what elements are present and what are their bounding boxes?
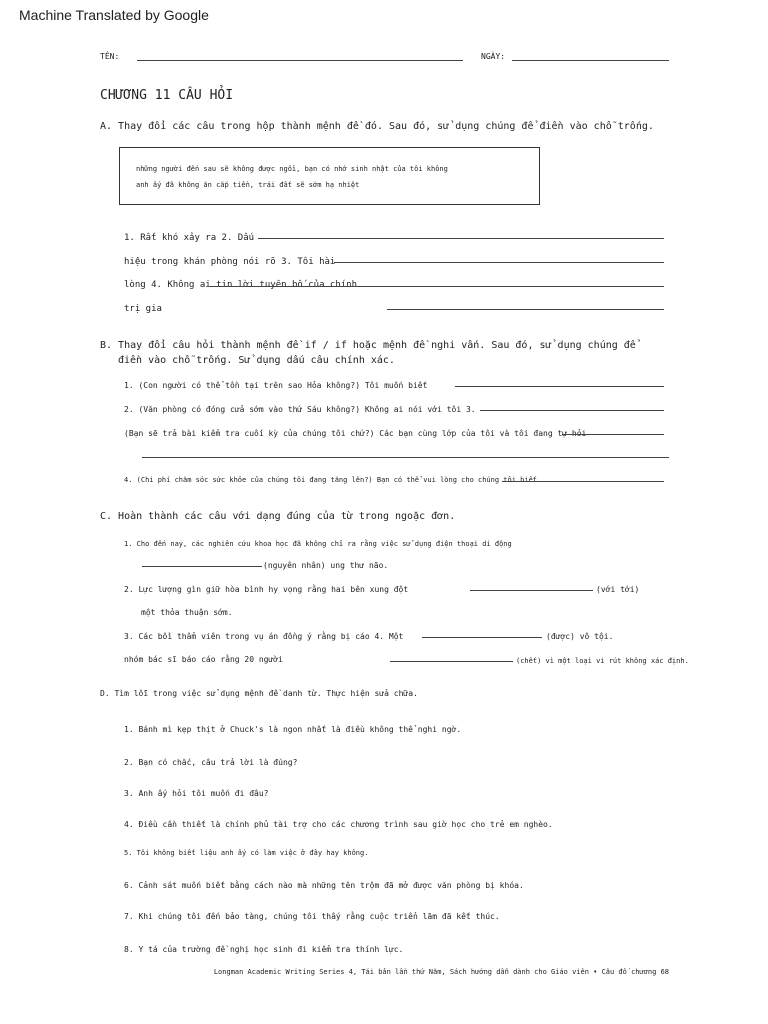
blank-b-4 — [502, 481, 664, 482]
blank-b-1 — [455, 386, 664, 387]
section-b-item-3: (Bạn sẽ trả bài kiểm tra cuối kỳ của chúng tôi chứ?) Các bạn cùng lớp của tôi và tôi đang tự hỏi — [124, 429, 587, 438]
section-c-item-1-line-1: 1. Cho đến nay, các nghiên cứu khoa học đã không chỉ ra rằng việc sử dụng điện thoại di động — [124, 540, 512, 548]
blank-a-2 — [334, 262, 664, 263]
section-c-instruction: C. Hoàn thành các câu với dạng đúng của từ trong ngoặc đơn. — [100, 511, 456, 522]
word-box-line-2: anh ấy đã không ăn cắp tiền, trái đất sẽ sớm hạ nhiệt — [136, 181, 360, 189]
section-c-item-2-line-1: 2. Lực lượng gìn giữ hòa bình hy vọng rằng hai bên xung đột — [124, 585, 409, 594]
blank-b-3 — [562, 434, 664, 435]
section-d-item-1: 1. Bánh mì kẹp thịt ở Chuck's là ngon nhất là điều không thể nghi ngờ. — [124, 725, 462, 734]
section-c-item-4-paren: (chết) vì một loại vi rút không xác định. — [516, 657, 689, 665]
blank-c-2 — [470, 590, 593, 591]
section-c-item-3-paren: (được) vô tội. — [546, 632, 614, 641]
section-d-item-6: 6. Cảnh sát muốn biết bằng cách nào mà những tên trộm đã mở được văn phòng bị khóa. — [124, 881, 524, 890]
section-d-item-7: 7. Khi chúng tôi đến bảo tàng, chúng tôi thấy rằng cuộc triển lãm đã kết thúc. — [124, 912, 500, 921]
date-blank — [512, 60, 669, 61]
name-label: TÊN: — [100, 52, 120, 61]
blank-a-4 — [387, 309, 664, 310]
section-d-instruction: D. Tìm lỗi trong việc sử dụng mệnh đề danh từ. Thực hiện sửa chữa. — [100, 689, 418, 698]
section-a-line-3: lòng 4. Không ai tin lời tuyên bố của chính — [124, 280, 357, 290]
section-a-instruction: A. Thay đổi các câu trong hộp thành mệnh đề đó. Sau đó, sử dụng chúng để điền vào chỗ trống. — [100, 121, 654, 132]
section-c-item-2-line-2: một thỏa thuận sớm. — [141, 608, 233, 617]
section-d-item-8: 8. Y tá của trường đề nghị học sinh đi kiểm tra thính lực. — [124, 945, 404, 954]
section-c-item-4-line: nhóm bác sĩ báo cáo rằng 20 người — [124, 655, 283, 664]
section-d-item-3: 3. Anh ấy hỏi tôi muốn đi đâu? — [124, 789, 269, 798]
section-b-item-2: 2. (Văn phòng có đóng cửa sớm vào thứ Sáu không?) Không ai nói với tôi 3. — [124, 405, 476, 414]
section-b-instruction-1: B. Thay đổi câu hỏi thành mệnh đề if / if hoặc mệnh đề nghi vấn. Sau đó, sử dụng chúng để — [100, 340, 636, 351]
section-b-instruction-2: điền vào chỗ trống. Sử dụng dấu câu chính xác. — [118, 355, 395, 366]
chapter-title: CHƯƠNG 11 CÂU HỎI — [100, 88, 234, 103]
section-a-line-4: trị gia — [124, 304, 162, 314]
section-c-item-3-line-1: 3. Các bồi thẩm viên trong vụ án đồng ý rằng bị cáo 4. Một — [124, 632, 404, 641]
blank-a-1 — [258, 238, 664, 239]
page-footer: Longman Academic Writing Series 4, Tái bản lần thứ Năm, Sách hướng dẫn dành cho Giáo viên • Câu đố chương 68 — [213, 968, 669, 976]
section-c-item-1-line-2: (nguyên nhân) ung thư não. — [263, 561, 389, 570]
section-b-item-4: 4. (Chi phí chăm sóc sức khỏe của chúng tôi đang tăng lên?) Bạn có thể vui lòng cho chúng tôi biết — [124, 476, 538, 484]
blank-b-2 — [480, 410, 664, 411]
section-d-item-4: 4. Điều cần thiết là chính phủ tài trợ cho các chương trình sau giờ học cho trẻ em nghèo. — [124, 820, 553, 829]
section-c-item-2-paren: (với tới) — [596, 585, 640, 594]
blank-b-3-extra — [142, 457, 669, 458]
section-d-item-5: 5. Tôi không biết liệu anh ấy có làm việc ở đây hay không. — [124, 849, 369, 857]
blank-a-3 — [210, 286, 664, 287]
section-a-line-1: 1. Rất khó xảy ra 2. Dấu — [124, 233, 255, 243]
blank-c-1 — [142, 566, 262, 567]
blank-c-4 — [390, 661, 513, 662]
date-label: NGÀY: — [481, 52, 506, 61]
word-box — [119, 147, 540, 205]
machine-translated-banner: Machine Translated by Google — [19, 7, 209, 23]
section-a-line-2: hiệu trong khán phòng nói rõ 3. Tôi hài — [124, 257, 336, 267]
name-blank — [137, 60, 463, 61]
blank-c-3 — [422, 637, 542, 638]
word-box-line-1: những người đến sau sẽ không được ngồi, bạn có nhớ sinh nhật của tôi không — [136, 165, 448, 173]
section-d-item-2: 2. Bạn có chắc, câu trả lời là đúng? — [124, 758, 298, 767]
section-b-item-1: 1. (Con người có thể tồn tại trên sao Hỏa không?) Tôi muốn biết — [124, 381, 428, 390]
